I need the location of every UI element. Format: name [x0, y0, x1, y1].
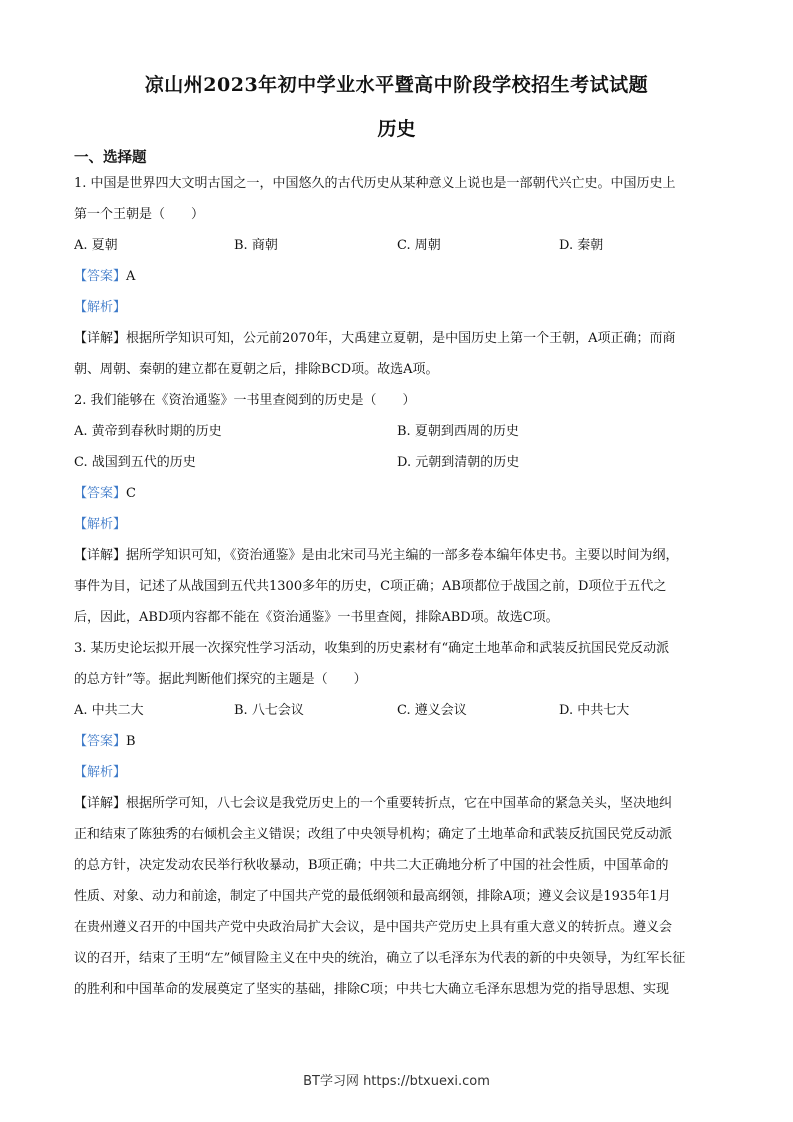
q2-option-b: B. 夏朝到西周的历史 [397, 424, 519, 439]
q1-stem-line1: 1. 中国是世界四大文明古国之一，中国悠久的古代历史从某种意义上说也是一部朝代兴亡史。中国历史上 [74, 176, 676, 191]
q3-detail-line7: 的胜利和中国革命的发展奠定了坚实的基础，排除C项；中共七大确立毛泽东思想为党的指导思想、实现 [74, 982, 669, 997]
q2-option-c: C. 战国到五代的历史 [74, 455, 196, 470]
q1-detail-line1 [74, 328, 720, 359]
q2-detail-line2: 事件为目，记述了从战国到五代共1300多年的历史，C项正确；AB项都位于战国之前，D项位于五代之 [74, 579, 667, 594]
q3-option-b: B. 八七会议 [234, 703, 304, 718]
q2-detail-line1 [74, 545, 720, 576]
q3-option-d: D. 中共七大 [559, 703, 630, 718]
q3-detail-line4: 性质、对象、动力和前途，制定了中国共产党的最低纲领和最高纲领，排除A项；遵义会议是1935年1月 [74, 889, 671, 904]
q3-detail-line5: 在贵州遵义召开的中国共产党中央政治局扩大会议，是中国共产党历史上具有重大意义的转折点。遵义会 [74, 920, 673, 935]
detail-label: 【详解】 [74, 796, 127, 811]
q2-detail-text1: 据所学知识可知，《资治通鉴》是由北宋司马光主编的一部多卷本编年体史书。主要以时间为纲， [126, 548, 679, 563]
detail-label: 【详解】 [74, 331, 127, 346]
section-heading: 一、选择题 [74, 149, 147, 166]
q1-answer-value: A [126, 269, 136, 284]
q1-options [74, 235, 720, 266]
q2-answer [74, 483, 720, 514]
q2-detail-line3: 后，因此，ABD项内容都不能在《资治通鉴》一书里查阅，排除ABD项。故选C项。 [74, 610, 559, 625]
q3-detail-line6: 议的召开，结束了王明“左”倾冒险主义在中央的统治，确立了以毛泽东为代表的新的中央领导，为红军长征 [74, 951, 686, 966]
detail-label: 【详解】 [74, 548, 127, 563]
q1-stem-line2: 第一个王朝是（ ） [74, 207, 205, 222]
answer-label: 【答案】 [74, 269, 127, 284]
q2-stem-line1: 2. 我们能够在《资治通鉴》一书里查阅到的历史是（ ） [74, 393, 416, 408]
q1-detail-line2: 朝、周朝、秦朝的建立都在夏朝之后，排除BCD项。故选A项。 [74, 362, 439, 377]
q1-option-b: B. 商朝 [234, 238, 278, 253]
q2-answer-value: C [126, 486, 136, 501]
q1-option-c: C. 周朝 [397, 238, 441, 253]
q2-option-d: D. 元朝到清朝的历史 [397, 455, 520, 470]
analysis-label: 【解析】 [74, 300, 127, 315]
analysis-label: 【解析】 [74, 765, 127, 780]
q2-option-a: A. 黄帝到春秋时期的历史 [74, 424, 222, 439]
q3-answer-value: B [126, 734, 136, 749]
q3-detail-line2: 正和结束了陈独秀的右倾机会主义错误；改组了中央领导机构；确定了土地革命和武装反抗国民党反动派 [74, 827, 673, 842]
q2-analysis [74, 514, 720, 545]
q3-detail-line3: 的总方针，决定发动农民举行秋收暴动，B项正确；中共二大正确地分析了中国的社会性质，中国革命的 [74, 858, 669, 873]
q2-options-row2 [74, 452, 720, 483]
q2-options-row1 [74, 421, 720, 452]
question-content [74, 173, 720, 1010]
q3-option-c: C. 遵义会议 [397, 703, 467, 718]
q1-analysis [74, 297, 720, 328]
q3-option-a: A. 中共二大 [74, 703, 144, 718]
q1-option-a: A. 夏朝 [74, 238, 118, 253]
q1-answer [74, 266, 720, 297]
q1-detail-text1: 根据所学知识可知，公元前2070年，大禹建立夏朝，是中国历史上第一个王朝，A项正确；而商 [126, 331, 676, 346]
q3-analysis [74, 762, 720, 793]
q3-detail-text1: 根据所学可知，八七会议是我党历史上的一个重要转折点，它在中国革命的紧急关头，坚决地纠 [126, 796, 673, 811]
q3-answer [74, 731, 720, 762]
answer-label: 【答案】 [74, 486, 127, 501]
site-watermark-footer: BT学习网 https://btxuexi.com [303, 1074, 490, 1089]
q3-stem-line2: 的总方针”等。据此判断他们探究的主题是（ ） [74, 672, 367, 687]
answer-label: 【答案】 [74, 734, 127, 749]
q1-option-d: D. 秦朝 [559, 238, 604, 253]
q3-detail-line1 [74, 793, 720, 824]
exam-title: 凉山州2023年初中学业水平暨高中阶段学校招生考试试题 [144, 74, 649, 96]
q3-stem-line1: 3. 某历史论坛拟开展一次探究性学习活动，收集到的历史素材有“确定土地革命和武装反抗国民党反动派 [74, 641, 670, 656]
subject-title: 历史 [377, 118, 416, 140]
q3-options [74, 700, 720, 731]
analysis-label: 【解析】 [74, 517, 127, 532]
